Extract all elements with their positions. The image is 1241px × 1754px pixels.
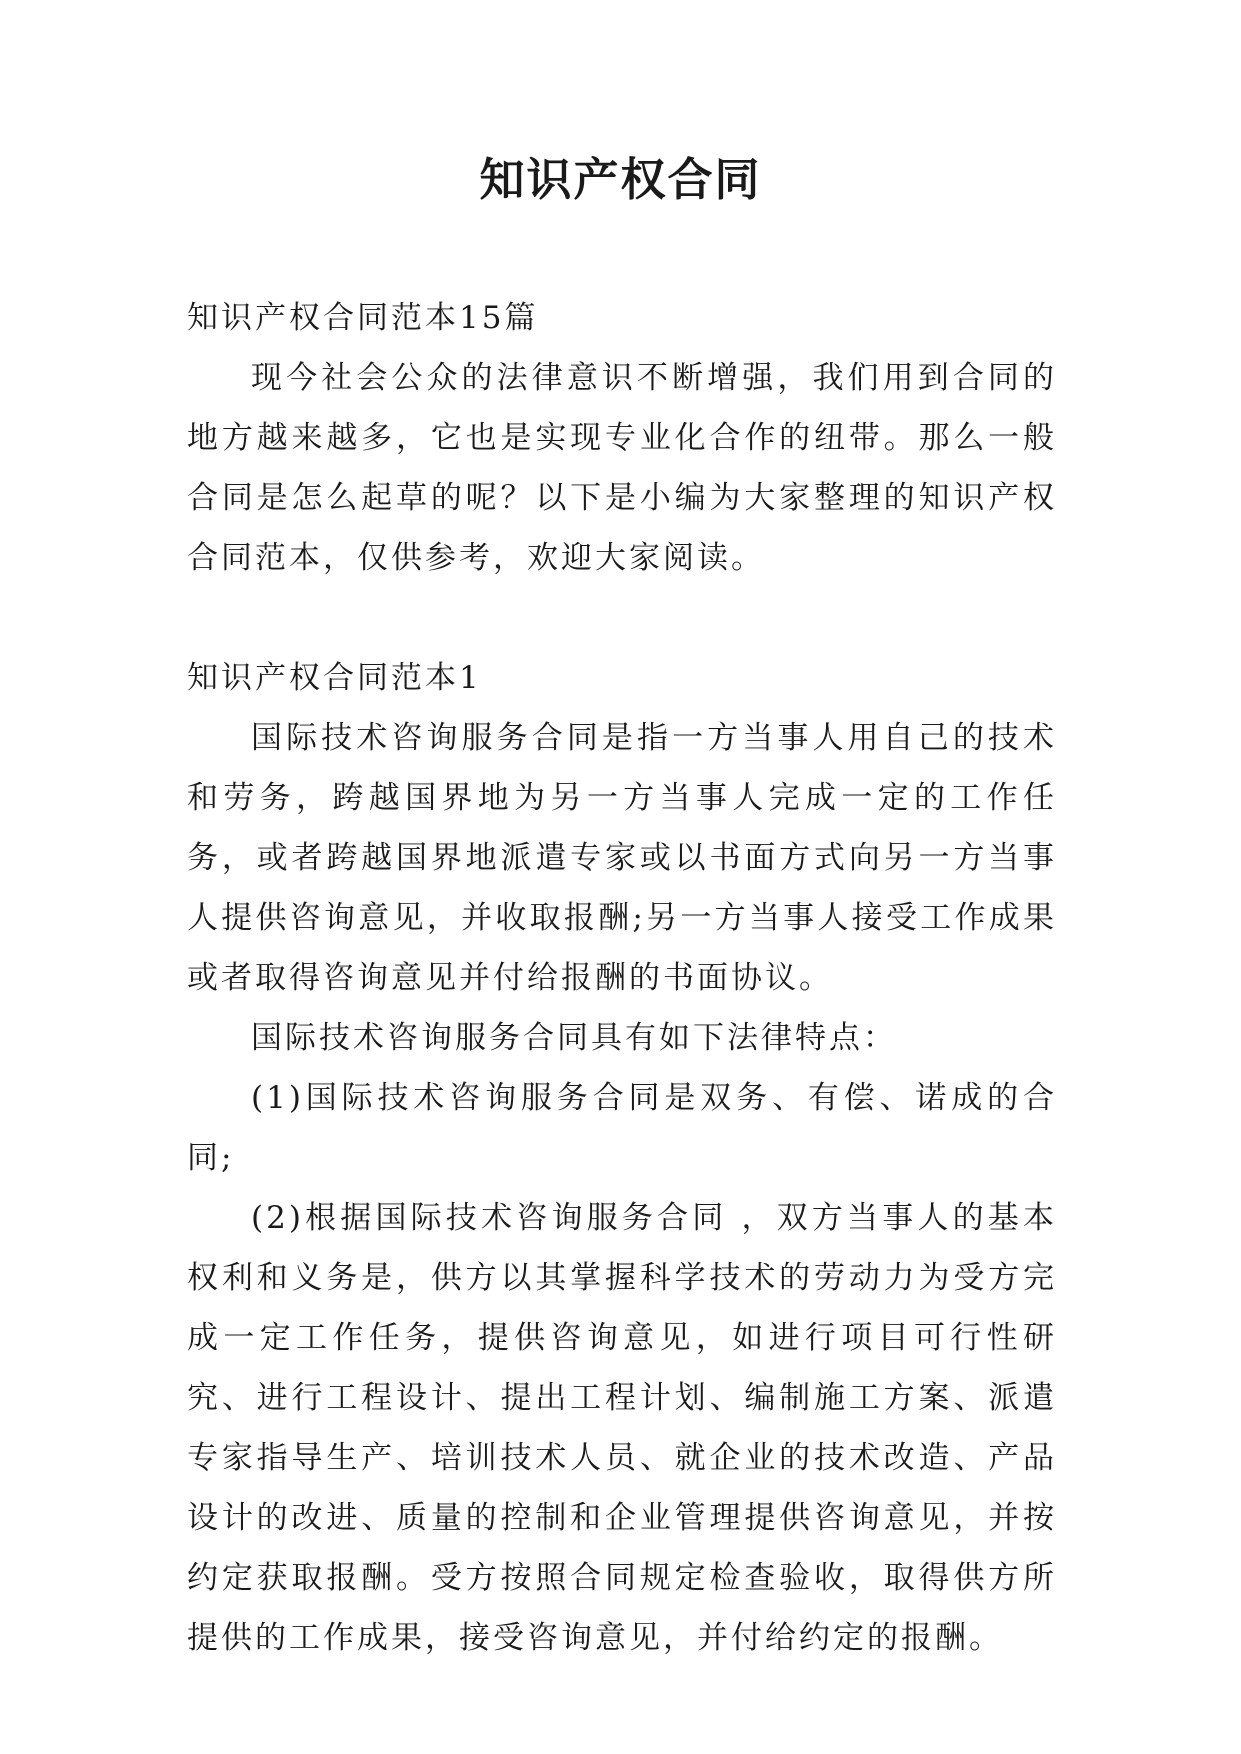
section-1-paragraph-1: 国际技术咨询服务合同是指一方当事人用自己的技术和劳务，跨越国界地为另一方当事人完成一定的工作任务，或者跨越国界地派遣专家或以书面方式向另一方当事人提供咨询意见，并收取报酬;另一方当事人接受工作成果或者取得咨询意见并付给报酬的书面协议。 xyxy=(187,720,1057,996)
intro-paragraph: 现今社会公众的法律意识不断增强，我们用到合同的地方越来越多，它也是实现专业化合作的纽带。那么一般合同是怎么起草的呢？以下是小编为大家整理的知识产权合同范本，仅供参考，欢迎大家阅读。 xyxy=(187,360,1057,576)
document-body xyxy=(187,288,1057,1668)
section-1-paragraph-3: (1)国际技术咨询服务合同是双务、有偿、诺成的合同; xyxy=(187,1080,1057,1176)
section-spacer xyxy=(187,588,1057,648)
document-title: 知识产权合同 xyxy=(479,153,762,206)
section-1-paragraph-4: (2)根据国际技术咨询服务合同 ，双方当事人的基本权利和义务是，供方以其掌握科学技术的劳动力为受方完成一定工作任务，提供咨询意见，如进行项目可行性研究、进行工程设计、提出工程计划、编制施工方案、派遣专家指导生产、培训技术人员、就企业的技术改造、产品设计的改进、质量的控制和企业管理提供咨询意见，并按约定获取报酬。受方按照合同规定检查验收，取得供方所提供的工作成果，接受咨询意见，并付给约定的报酬。 xyxy=(187,1200,1057,1656)
intro-heading: 知识产权合同范本15篇 xyxy=(187,300,539,336)
section-1-paragraph-2: 国际技术咨询服务合同具有如下法律特点： xyxy=(251,1020,897,1056)
section-1-heading: 知识产权合同范本1 xyxy=(187,660,482,696)
